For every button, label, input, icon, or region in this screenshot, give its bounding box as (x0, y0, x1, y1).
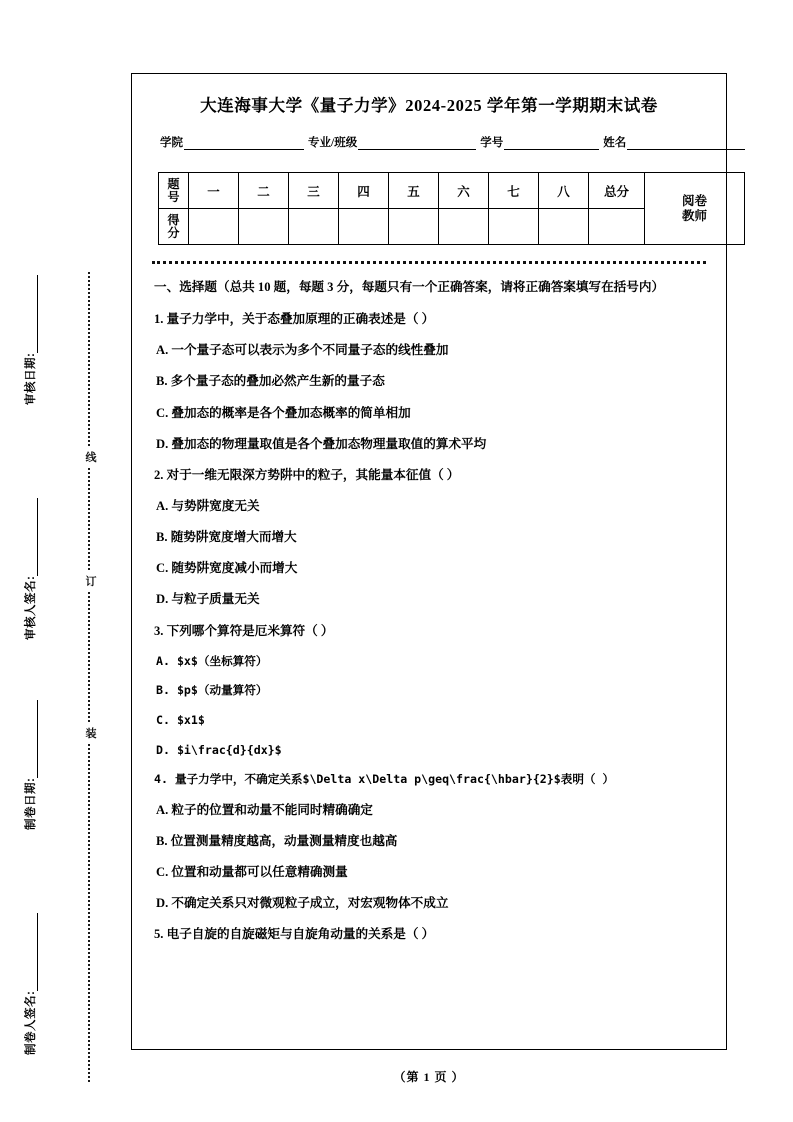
row-label-score-char2: 分 (167, 225, 180, 240)
field-name-label: 姓名 (603, 137, 627, 149)
question-1-option-c[interactable]: C. 叠加态的概率是各个叠加态概率的简单相加 (156, 405, 411, 420)
question-1-option-d[interactable]: D. 叠加态的物理量取值是各个叠加态物理量取值的算术平均 (156, 436, 487, 451)
question-2-stem: 2. 对于一维无限深方势阱中的粒子，其能量本征值（ ） (154, 467, 460, 482)
margin-label-preparer-signature-blank (27, 913, 38, 991)
question-1-stem: 1. 量子力学中，关于态叠加原理的正确表述是（ ） (154, 312, 435, 327)
question-4-option-d[interactable]: D. 不确定关系只对微观粒子成立，对宏观物体不成立 (156, 896, 449, 911)
question-3-option-c[interactable]: C. $x1$ (156, 712, 205, 727)
margin-label-auditor-signature-text: 审核人签名: (25, 575, 37, 640)
score-table-row-label-question (159, 173, 189, 209)
score-table-col-total: 总分 (589, 173, 645, 209)
question-3-option-d[interactable]: D. $i\frac{d}{dx}$ (156, 742, 282, 757)
question-body (154, 278, 702, 944)
binding-char-zhuang: 装 (80, 722, 102, 744)
field-major-class (308, 134, 476, 150)
score-cell-5[interactable] (389, 209, 439, 245)
score-table-col-2: 二 (239, 173, 289, 209)
score-table-col-3: 三 (289, 173, 339, 209)
question-1-option-a[interactable]: A. 一个量子态可以表示为多个不同量子态的线性叠加 (156, 343, 449, 358)
margin-label-audit-date-blank (27, 275, 38, 353)
score-table-col-7: 七 (489, 173, 539, 209)
margin-label-prepare-date-text: 制卷日期: (25, 777, 37, 830)
score-table-col-4: 四 (339, 173, 389, 209)
score-table-col-5: 五 (389, 173, 439, 209)
margin-label-prepare-date (22, 700, 38, 830)
score-cell-6[interactable] (439, 209, 489, 245)
row-label-score-char1: 得 (167, 212, 180, 227)
grader-label-char2: 教师 (681, 208, 707, 223)
question-2-option-b[interactable]: B. 随势阱宽度增大而增大 (156, 530, 297, 545)
question-4-option-c[interactable]: C. 位置和动量都可以任意精确测量 (156, 865, 348, 880)
question-1-option-b[interactable]: B. 多个量子态的叠加必然产生新的量子态 (156, 374, 385, 389)
grader-label-char1: 阅卷 (681, 194, 707, 209)
field-major-class-label: 专业/班级 (308, 137, 358, 149)
question-3-stem: 3. 下列哪个算符是厄米算符（ ） (154, 623, 334, 638)
margin-label-auditor-signature-blank (27, 498, 38, 576)
score-table-col-6: 六 (439, 173, 489, 209)
question-4-stem: 4. 量子力学中，不确定关系$\Delta x\Delta p\geq\frac{\hbar}{2}$表明（ ） (154, 772, 615, 787)
question-2-option-c[interactable]: C. 随势阱宽度减小而增大 (156, 561, 298, 576)
field-name-input[interactable] (627, 137, 745, 150)
margin-label-preparer-signature (22, 913, 38, 1055)
question-4-option-a[interactable]: A. 粒子的位置和动量不能同时精确确定 (156, 802, 373, 817)
left-margin-labels (0, 0, 62, 1122)
binding-char-ding: 订 (80, 570, 102, 592)
dotted-separator (152, 261, 706, 264)
margin-label-prepare-date-blank (27, 700, 38, 778)
question-2-option-d[interactable]: D. 与粒子质量无关 (156, 592, 260, 607)
field-student-id-label: 学号 (480, 137, 504, 149)
score-table-col-8: 八 (539, 173, 589, 209)
score-cell-8[interactable] (539, 209, 589, 245)
section-heading: 一、选择题（总共 10 题，每题 3 分，每题只有一个正确答案，请将正确答案填写在括号内） (154, 280, 665, 294)
row-label-question-char2: 号 (167, 189, 180, 204)
score-table (158, 172, 745, 245)
margin-label-audit-date-text: 审核日期: (25, 352, 37, 405)
field-name (603, 134, 745, 150)
row-label-question-char1: 题 (167, 176, 180, 191)
question-4-option-b[interactable]: B. 位置测量精度越高，动量测量精度也越高 (156, 833, 398, 848)
score-table-row-label-score (159, 209, 189, 245)
score-cell-4[interactable] (339, 209, 389, 245)
margin-label-audit-date (22, 275, 38, 405)
binding-dashed-line (88, 272, 90, 1082)
question-3-option-b[interactable]: B. $p$（动量算符） (156, 683, 268, 698)
field-student-id-input[interactable] (504, 137, 599, 150)
question-3-option-a[interactable]: A. $x$（坐标算符） (156, 653, 268, 668)
field-college (160, 134, 304, 150)
margin-label-auditor-signature (22, 498, 38, 640)
score-table-header-row (159, 173, 745, 209)
student-info-row (160, 134, 704, 150)
score-table-col-1: 一 (189, 173, 239, 209)
question-5-stem: 5. 电子自旋的自旋磁矩与自旋角动量的关系是（ ） (154, 927, 435, 942)
question-2-option-a[interactable]: A. 与势阱宽度无关 (156, 498, 260, 513)
score-table-col-grader[interactable] (645, 173, 745, 245)
field-college-label: 学院 (160, 137, 183, 149)
page-footer: （第 1 页 ） (393, 1070, 465, 1084)
binding-char-xian: 线 (80, 446, 102, 468)
field-college-input[interactable] (184, 137, 304, 150)
page-title: 大连海事大学《量子力学》2024‑2025 学年第一学期期末试卷 (200, 96, 658, 115)
score-cell-1[interactable] (189, 209, 239, 245)
score-cell-2[interactable] (239, 209, 289, 245)
margin-label-preparer-signature-text: 制卷人签名: (25, 990, 37, 1055)
field-major-class-input[interactable] (358, 137, 476, 150)
score-cell-3[interactable] (289, 209, 339, 245)
score-cell-7[interactable] (489, 209, 539, 245)
exam-page-frame (131, 73, 727, 1050)
score-cell-total[interactable] (589, 209, 645, 245)
field-student-id (480, 134, 599, 150)
